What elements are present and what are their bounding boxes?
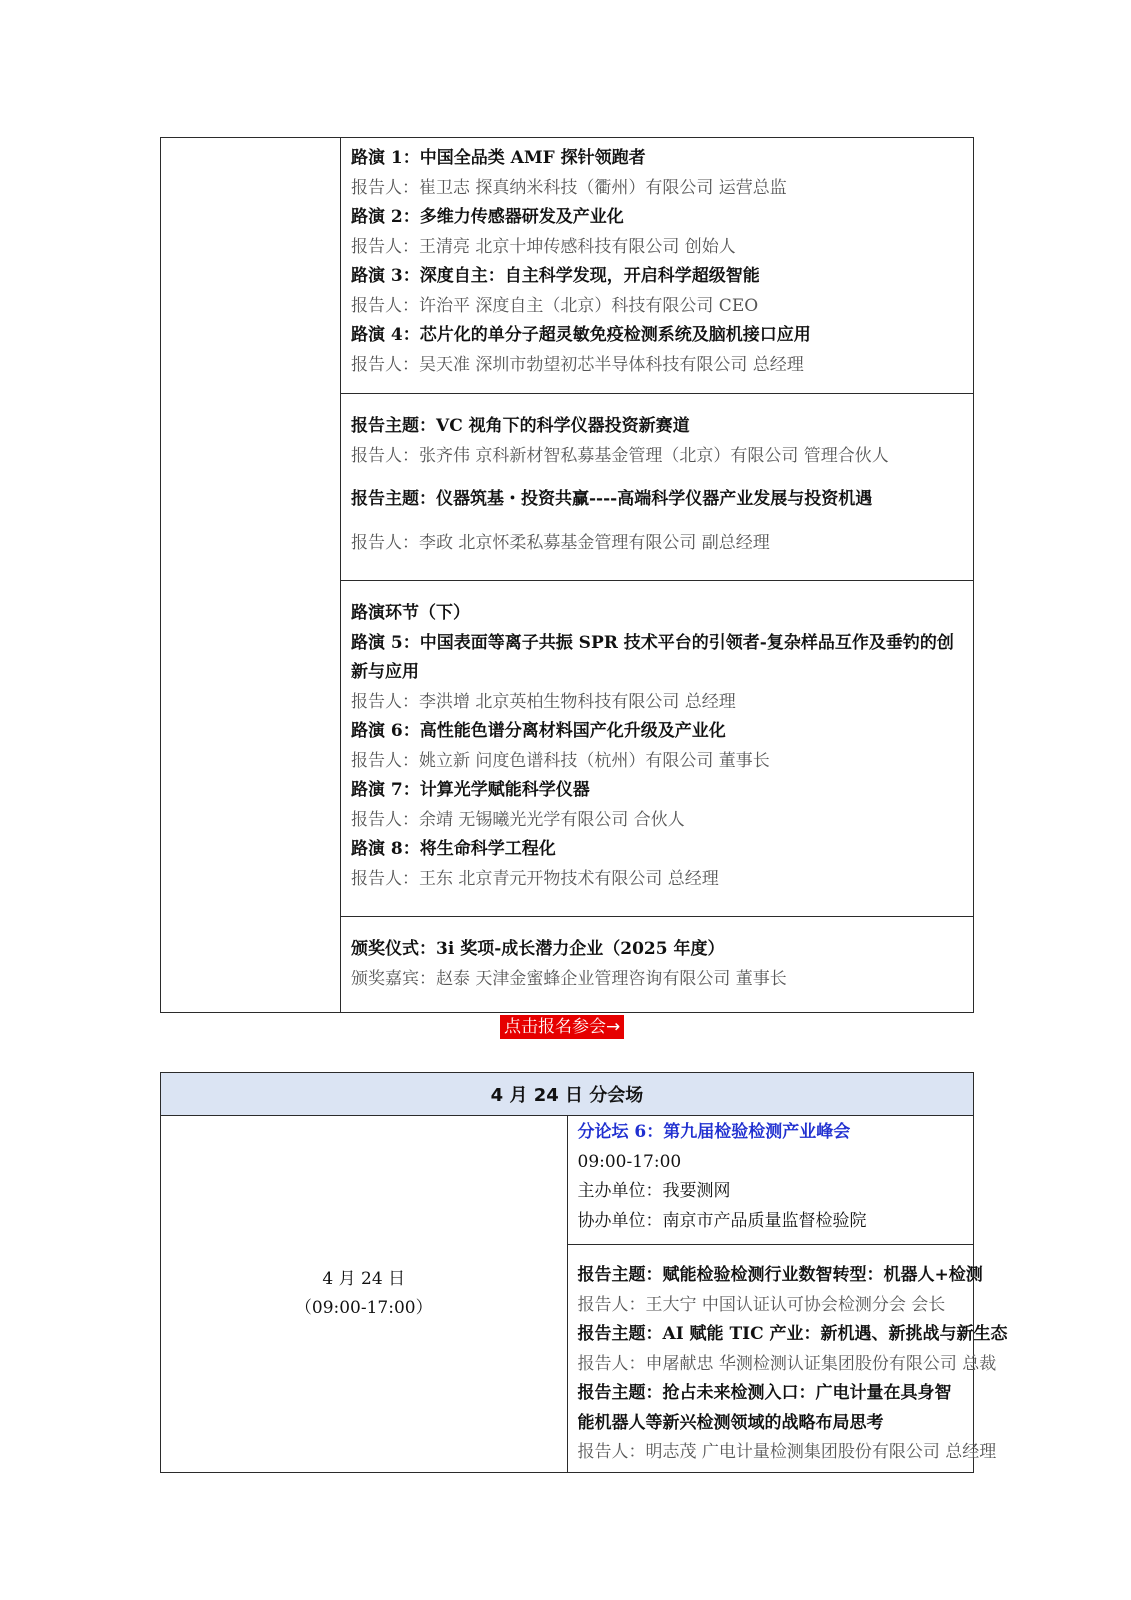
talk-title: 路演 6：高性能色谱分离材料国产化升级及产业化 <box>351 721 726 741</box>
roadshow-upper-lines <box>341 138 973 388</box>
talk-title: 报告主题：赋能检验检测行业数智转型：机器人+检测 <box>577 1265 983 1285</box>
speaker-line: 报告人：许治平 深度自主（北京）科技有限公司 CEO <box>351 295 759 316</box>
talk-title: 报告主题：AI 赋能 TIC 产业：新机遇、新挑战与新生态 <box>577 1324 1008 1344</box>
investment-talk-lines <box>341 394 973 566</box>
investment-talks-block <box>341 394 974 581</box>
date-cell <box>161 1116 568 1473</box>
speaker-line: 报告人：姚立新 问度色谱科技（杭州）有限公司 董事长 <box>351 750 770 771</box>
roadshow-block-lower <box>341 581 974 917</box>
subvenue-header: 4 月 24 日 分会场 <box>161 1073 974 1116</box>
talk-title: 路演环节（下） <box>351 603 470 623</box>
talk-title: 路演 8：将生命科学工程化 <box>351 839 556 859</box>
speaker-line: 报告人：王东 北京青元开物技术有限公司 总经理 <box>351 868 719 889</box>
time-label: （09:00-17:00） <box>294 1298 433 1318</box>
talk-title: 路演 1：中国全品类 AMF 探针领跑者 <box>351 148 646 168</box>
talk-title: 路演 2：多维力传感器研发及产业化 <box>351 207 624 227</box>
speaker-line: 报告人：王清亮 北京十坤传感科技有限公司 创始人 <box>351 236 736 257</box>
forum-info-block <box>567 1116 974 1245</box>
speaker-line: 报告人：王大宁 中国认证认可协会检测分会 会长 <box>577 1294 946 1315</box>
speaker-line: 报告人：张齐伟 京科新材智私募基金管理（北京）有限公司 管理合伙人 <box>351 445 889 466</box>
speaker-line: 报告人：崔卫志 探真纳米科技（衢州）有限公司 运营总监 <box>351 177 787 198</box>
talk-title: 路演 7：计算光学赋能科学仪器 <box>351 780 590 800</box>
date-label: 4 月 24 日 <box>322 1269 406 1289</box>
roadshow-block-upper <box>341 138 974 394</box>
award-lines <box>341 917 973 1002</box>
speaker-line: 报告人：李政 北京怀柔私募基金管理有限公司 副总经理 <box>351 532 770 553</box>
forum-co-organizer: 协办单位：南京市产品质量监督检验院 <box>577 1210 867 1231</box>
forum-time: 09:00-17:00 <box>577 1151 682 1172</box>
agenda-table-subvenue <box>160 1072 1008 1473</box>
talk-title: 路演 4：芯片化的单分子超灵敏免疫检测系统及脑机接口应用 <box>351 325 811 345</box>
talk-title: 颁奖仪式：3i 奖项-成长潜力企业（2025 年度） <box>351 939 725 959</box>
award-ceremony-block <box>341 917 974 1013</box>
talk-title: 路演 5：中国表面等离子共振 SPR 技术平台的引领者-复杂样品互作及垂钓的创新与应用 <box>351 632 954 682</box>
speaker-line: 报告人：申屠献忠 华测检测认证集团股份有限公司 总裁 <box>577 1353 997 1374</box>
speaker-line: 报告人：余靖 无锡曦光光学有限公司 合伙人 <box>351 809 685 830</box>
signup-button[interactable]: 点击报名参会→ <box>500 1015 624 1039</box>
talk-title: 报告主题：仪器筑基・投资共赢----高端科学仪器产业发展与投资机遇 <box>351 489 873 509</box>
forum-title: 分论坛 6：第九届检验检测产业峰会 <box>577 1122 851 1142</box>
speaker-line: 报告人：明志茂 广电计量检测集团股份有限公司 总经理 <box>577 1442 997 1462</box>
agenda-table-main <box>160 137 974 1013</box>
speaker-line: 报告人：李洪增 北京英柏生物科技有限公司 总经理 <box>351 691 736 712</box>
speaker-line: 报告人：吴天准 深圳市勃望初芯半导体科技有限公司 总经理 <box>351 354 804 375</box>
forum-talks-block <box>567 1245 1008 1473</box>
roadshow-lower-lines <box>341 581 973 902</box>
talk-title: 路演 3：深度自主：自主科学发现，开启科学超级智能 <box>351 266 760 286</box>
talk-title: 报告主题：VC 视角下的科学仪器投资新赛道 <box>351 416 690 436</box>
forum-organizer: 主办单位：我要测网 <box>577 1181 731 1201</box>
talk-title: 报告主题：抢占未来检测入口：广电计量在具身智能机器人等新兴检测领域的战略布局思考 <box>577 1383 952 1433</box>
speaker-line: 颁奖嘉宾：赵泰 天津金蜜蜂企业管理咨询有限公司 董事长 <box>351 968 787 989</box>
time-column-empty <box>161 138 341 1013</box>
forum-talk-lines <box>568 1245 1008 1470</box>
forum-info <box>568 1116 974 1244</box>
